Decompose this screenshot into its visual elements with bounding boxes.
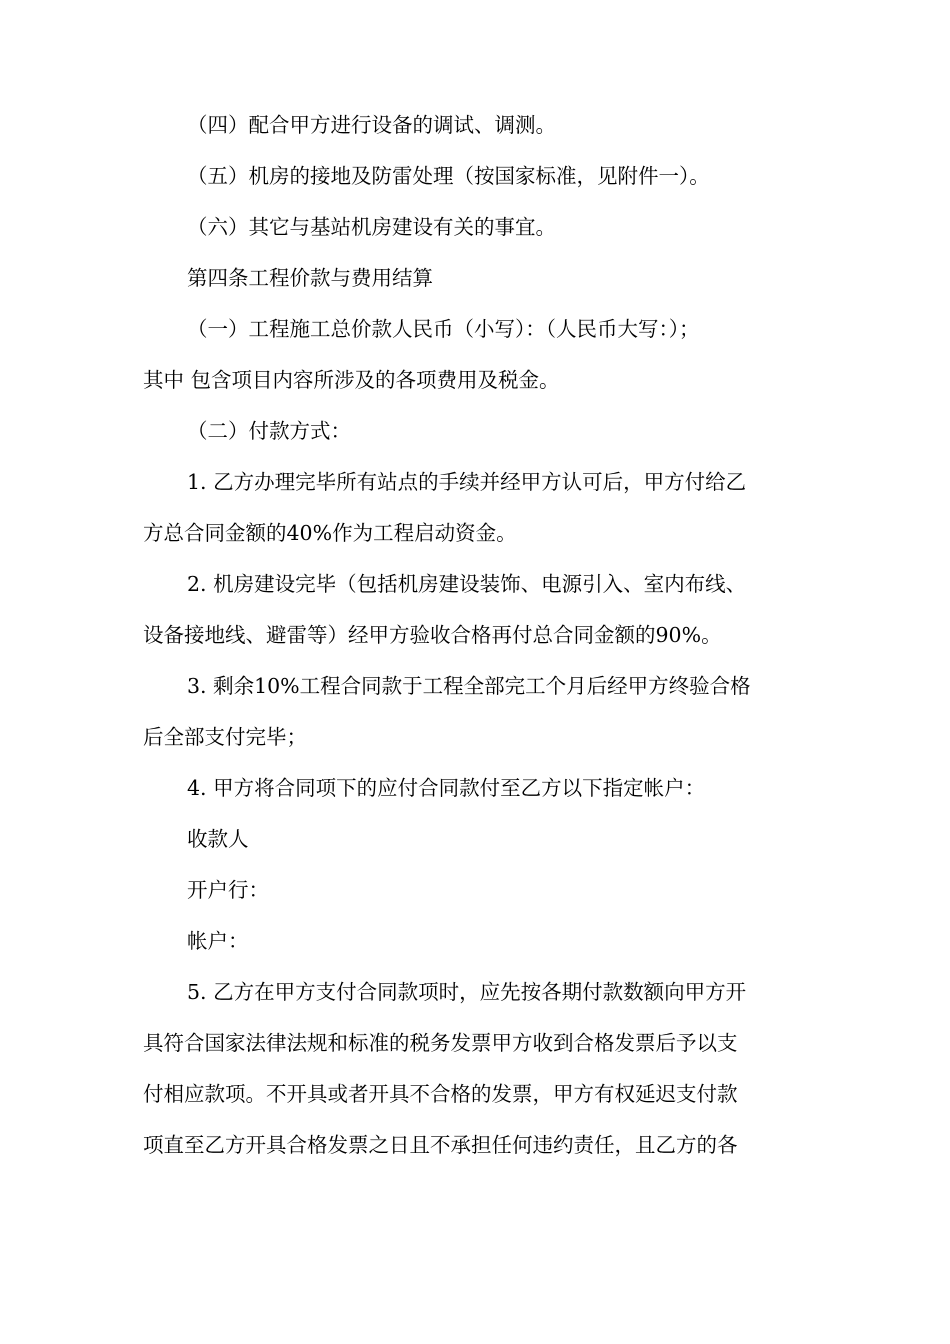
text-line: （一）工程施工总价款人民币（小写）：（人民币大写：）；	[187, 317, 700, 341]
account-label: 帐户：	[187, 929, 249, 953]
text-line: 具符合国家法律法规和标准的税务发票甲方收到合格发票后予以支	[143, 1031, 738, 1055]
text-line: 设备接地线、避雷等）经甲方验收合格再付总合同金额的90%。	[143, 623, 722, 647]
payee-label: 收款人	[187, 827, 249, 851]
section-heading: 第四条工程价款与费用结算	[187, 266, 433, 290]
text-line: （六）其它与基站机房建设有关的事宜。	[187, 215, 556, 239]
text-line: 其中 包含项目内容所涉及的各项费用及税金。	[143, 368, 560, 392]
text-line: 付相应款项。不开具或者开具不合格的发票，甲方有权延迟支付款	[143, 1082, 738, 1106]
document-body	[143, 100, 803, 1171]
text-line: 4. 甲方将合同项下的应付合同款付至乙方以下指定帐户：	[187, 776, 706, 800]
text-line: 5. 乙方在甲方支付合同款项时，应先按各期付款数额向甲方开	[187, 980, 747, 1004]
text-line: （二）付款方式：	[187, 419, 351, 443]
text-line: 方总合同金额的40%作为工程启动资金。	[143, 521, 517, 545]
text-line: 3. 剩余10%工程合同款于工程全部完工个月后经甲方终验合格	[187, 674, 751, 698]
text-line: 后全部支付完毕；	[143, 725, 307, 749]
text-line: （四）配合甲方进行设备的调试、调测。	[187, 113, 556, 137]
bank-label: 开户行：	[187, 878, 269, 902]
text-line: 2. 机房建设完毕（包括机房建设装饰、电源引入、室内布线、	[187, 572, 747, 596]
text-line: 1. 乙方办理完毕所有站点的手续并经甲方认可后，甲方付给乙	[187, 470, 747, 494]
text-line: 项直至乙方开具合格发票之日且不承担任何违约责任，且乙方的各	[143, 1133, 738, 1157]
text-line: （五）机房的接地及防雷处理（按国家标准，见附件一）。	[187, 164, 710, 188]
